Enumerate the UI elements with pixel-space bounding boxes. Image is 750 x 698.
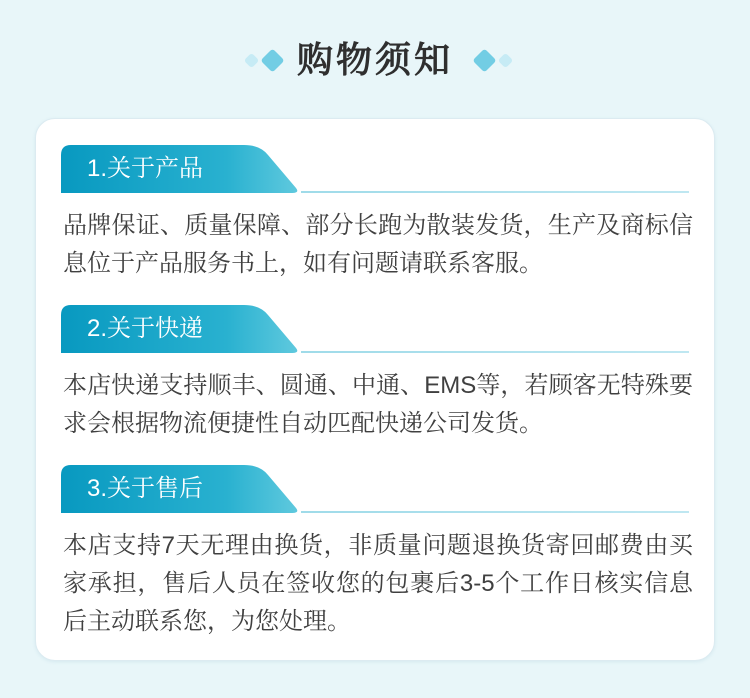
- banner-underline: [301, 191, 689, 193]
- section-aftersale: [61, 465, 693, 641]
- ribbon-banner: [61, 305, 301, 353]
- ribbon-banner: [61, 465, 301, 513]
- diamond-icon: [472, 48, 496, 72]
- section-product: [61, 145, 693, 283]
- page-title: 购物须知: [296, 39, 453, 80]
- diamond-icon: [498, 52, 514, 68]
- page-header: [0, 38, 750, 82]
- section-heading: 3.关于售后: [87, 475, 204, 502]
- section-banner-row: [61, 145, 689, 193]
- banner-underline: [301, 351, 689, 353]
- banner-underline: [301, 511, 689, 513]
- section-heading: 1.关于产品: [87, 155, 204, 182]
- ribbon-banner: [61, 145, 301, 193]
- section-banner-row: [61, 465, 689, 513]
- diamond-icon: [244, 52, 260, 68]
- section-banner-row: [61, 305, 689, 353]
- section-body-text: 本店支持7天无理由换货，非质量问题退换货寄回邮费由买家承担，售后人员在签收您的包裹后3-5个工作日核实信息后主动联系您，为您处理。: [63, 532, 693, 635]
- section-body-text: 品牌保证、质量保障、部分长跑为散装发货，生产及商标信息位于产品服务书上，如有问题请联系客服。: [63, 212, 693, 277]
- section-body-text: 本店快递支持顺丰、圆通、中通、EMS等，若顾客无特殊要求会根据物流便捷性自动匹配快递公司发货。: [63, 372, 693, 437]
- notice-card: [35, 118, 715, 661]
- section-shipping: [61, 305, 693, 443]
- diamond-icon: [260, 48, 284, 72]
- section-heading: 2.关于快递: [87, 315, 204, 342]
